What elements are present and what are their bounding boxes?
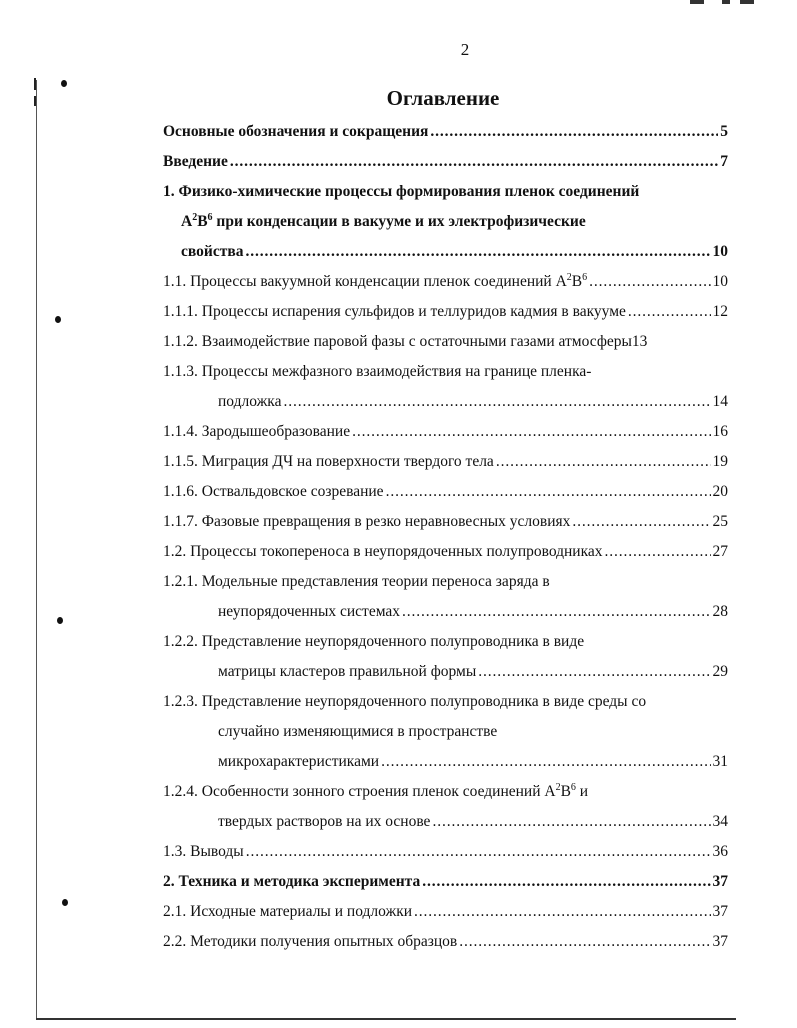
toc-entry-continuation[interactable]: неупорядоченных системах . . . 28: [163, 597, 728, 627]
toc-entry[interactable]: 1.3. Выводы . . . 36: [163, 837, 728, 867]
toc-entry[interactable]: Введение . . . 7: [163, 147, 728, 177]
toc-entry-continuation[interactable]: твердых растворов на их основе . . . 34: [163, 807, 728, 837]
scan-bottom-line: [36, 1018, 736, 1020]
toc-entry[interactable]: 1.2.4. Особенности зонного строения пленок соединений $A^2B^6$ и: [163, 782, 589, 800]
toc-entry[interactable]: 1.1.6. Оствальдовское созревание . . . 20: [163, 477, 728, 507]
toc-entry[interactable]: 1.1. Процессы вакуумной конденсации пленок соединений $A^2B^6$ . . . 10: [163, 267, 728, 297]
scan-mark-top: [740, 0, 754, 4]
scan-mark-top: [722, 0, 730, 4]
toc-entry[interactable]: 1.1.7. Фазовые превращения в резко неравновесных условиях . . . 25: [163, 507, 728, 537]
toc-entry[interactable]: 1.2.3. Представление неупорядоченного полупроводника в виде среды со: [163, 693, 647, 710]
toc-entry[interactable]: 1.1.1. Процессы испарения сульфидов и теллуридов кадмия в вакууме . . . 12: [163, 297, 728, 327]
scan-edge-line: [36, 80, 37, 1020]
punch-hole-mark: [57, 617, 63, 624]
table-of-contents: [163, 117, 728, 957]
toc-entry[interactable]: 1.1.3. Процессы межфазного взаимодействия на границе пленка-: [163, 363, 592, 380]
toc-entry[interactable]: 2.1. Исходные материалы и подложки . . . 37: [163, 897, 728, 927]
toc-entry-continuation[interactable]: подложка . . . 14: [163, 387, 728, 417]
toc-entry[interactable]: 1.2.1. Модельные представления теории переноса заряда в: [163, 573, 550, 590]
toc-entry-continuation[interactable]: $A^2B^6$ при конденсации в вакууме и их электрофизические: [181, 212, 586, 230]
toc-entry[interactable]: 1.2. Процессы токопереноса в неупорядоченных полупроводниках . . . 27: [163, 537, 728, 567]
toc-entry-chapter-1[interactable]: 1. Физико-химические процессы формирования пленок соединений: [163, 183, 640, 200]
toc-entry[interactable]: 1.1.4. Зародышеобразование . . . 16: [163, 417, 728, 447]
scan-mark-top: [690, 0, 704, 4]
punch-hole-mark: [62, 899, 68, 906]
toc-entry-continuation[interactable]: случайно изменяющимися в пространстве: [218, 723, 498, 740]
toc-entry-chapter-2[interactable]: 2. Техника и методика эксперимента . . . 37: [163, 867, 728, 897]
page-title: Оглавление: [386, 86, 500, 110]
toc-entry[interactable]: 1.1.2. Взаимодействие паровой фазы с остаточными газами атмосферы 13: [163, 333, 648, 350]
toc-entry[interactable]: Основные обозначения и сокращения . . . 5: [163, 117, 728, 147]
toc-entry-continuation[interactable]: свойства . . . 10: [163, 237, 728, 267]
punch-hole-mark: [55, 316, 61, 323]
toc-entry[interactable]: 1.2.2. Представление неупорядоченного полупроводника в виде: [163, 633, 585, 650]
toc-entry[interactable]: 1.1.5. Миграция ДЧ на поверхности твердого тела . . . 19: [163, 447, 728, 477]
toc-entry[interactable]: 2.2. Методики получения опытных образцов . . . 37: [163, 927, 728, 957]
toc-entry-continuation[interactable]: микрохарактеристиками . . . 31: [163, 747, 728, 777]
page-number: 2: [460, 40, 470, 59]
toc-entry-continuation[interactable]: матрицы кластеров правильной формы . . . 29: [163, 657, 728, 687]
